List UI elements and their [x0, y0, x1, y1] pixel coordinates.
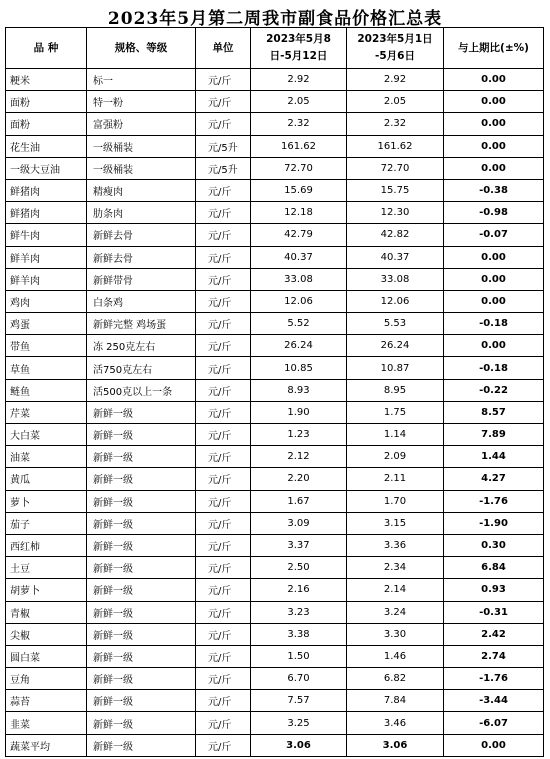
spec-cell: 新鲜一级 — [87, 668, 196, 690]
item-cell: 粳米 — [6, 69, 87, 91]
spec-cell: 新鲜一级 — [87, 623, 196, 645]
current-price-cell: 3.06 — [251, 734, 347, 756]
unit-cell: 元/斤 — [196, 623, 251, 645]
unit-cell: 元/斤 — [196, 601, 251, 623]
unit-cell: 元/斤 — [196, 335, 251, 357]
previous-price-cell: 10.87 — [347, 357, 444, 379]
table-row — [6, 313, 544, 335]
previous-price-cell: 7.84 — [347, 690, 444, 712]
change-cell: 0.00 — [444, 290, 544, 312]
previous-price-cell: 3.46 — [347, 712, 444, 734]
change-cell: -6.07 — [444, 712, 544, 734]
spec-cell: 冻 250克左右 — [87, 335, 196, 357]
change-cell: 0.00 — [444, 91, 544, 113]
change-cell: -1.76 — [444, 668, 544, 690]
spec-cell: 白条鸡 — [87, 290, 196, 312]
spec-cell: 肋条肉 — [87, 202, 196, 224]
unit-cell: 元/5升 — [196, 157, 251, 179]
current-price-cell: 2.50 — [251, 557, 347, 579]
item-cell: 尖椒 — [6, 623, 87, 645]
previous-price-cell: 3.06 — [347, 734, 444, 756]
table-row — [6, 157, 544, 179]
item-cell: 蔬菜平均 — [6, 734, 87, 756]
table-row — [6, 113, 544, 135]
unit-cell: 元/斤 — [196, 645, 251, 667]
spec-cell: 新鲜一级 — [87, 557, 196, 579]
table-row — [6, 601, 544, 623]
spec-cell: 一级桶装 — [87, 135, 196, 157]
change-cell: 0.30 — [444, 534, 544, 556]
current-price-cell: 7.57 — [251, 690, 347, 712]
unit-cell: 元/斤 — [196, 512, 251, 534]
item-cell: 蒜苔 — [6, 690, 87, 712]
item-cell: 草鱼 — [6, 357, 87, 379]
current-price-cell: 1.50 — [251, 645, 347, 667]
item-cell: 圆白菜 — [6, 645, 87, 667]
header-change: 与上期比(±%) — [444, 28, 544, 69]
table-row — [6, 69, 544, 91]
change-cell: 1.44 — [444, 446, 544, 468]
unit-cell: 元/斤 — [196, 224, 251, 246]
table-row — [6, 379, 544, 401]
change-cell: -0.31 — [444, 601, 544, 623]
current-price-cell: 3.23 — [251, 601, 347, 623]
item-cell: 鸡蛋 — [6, 313, 87, 335]
item-cell: 豆角 — [6, 668, 87, 690]
current-price-cell: 6.70 — [251, 668, 347, 690]
previous-price-cell: 1.14 — [347, 424, 444, 446]
previous-price-cell: 3.30 — [347, 623, 444, 645]
table-row — [6, 579, 544, 601]
item-cell: 面粉 — [6, 91, 87, 113]
previous-price-cell: 15.75 — [347, 179, 444, 201]
price-table — [5, 27, 544, 757]
current-price-cell: 3.25 — [251, 712, 347, 734]
unit-cell: 元/斤 — [196, 446, 251, 468]
previous-price-cell: 2.92 — [347, 69, 444, 91]
current-price-cell: 12.06 — [251, 290, 347, 312]
spec-cell: 新鲜一级 — [87, 712, 196, 734]
previous-price-cell: 26.24 — [347, 335, 444, 357]
change-cell: -1.90 — [444, 512, 544, 534]
previous-price-cell: 3.36 — [347, 534, 444, 556]
header-current-line2: 日-5月12日 — [269, 50, 328, 62]
change-cell: -0.18 — [444, 357, 544, 379]
table-row — [6, 623, 544, 645]
table-row — [6, 401, 544, 423]
item-cell: 鲜猪肉 — [6, 179, 87, 201]
previous-price-cell: 42.82 — [347, 224, 444, 246]
table-row — [6, 446, 544, 468]
item-cell: 油菜 — [6, 446, 87, 468]
unit-cell: 元/斤 — [196, 490, 251, 512]
item-cell: 韭菜 — [6, 712, 87, 734]
table-row — [6, 424, 544, 446]
unit-cell: 元/斤 — [196, 268, 251, 290]
spec-cell: 新鲜一级 — [87, 645, 196, 667]
table-row — [6, 712, 544, 734]
previous-price-cell: 2.14 — [347, 579, 444, 601]
table-row — [6, 91, 544, 113]
previous-price-cell: 161.62 — [347, 135, 444, 157]
previous-price-cell: 2.34 — [347, 557, 444, 579]
item-cell: 芹菜 — [6, 401, 87, 423]
table-row — [6, 357, 544, 379]
change-cell: 4.27 — [444, 468, 544, 490]
unit-cell: 元/斤 — [196, 290, 251, 312]
change-cell: 0.00 — [444, 157, 544, 179]
current-price-cell: 42.79 — [251, 224, 347, 246]
item-cell: 花生油 — [6, 135, 87, 157]
header-current-period — [251, 28, 347, 69]
table-row — [6, 557, 544, 579]
unit-cell: 元/斤 — [196, 690, 251, 712]
change-cell: -1.76 — [444, 490, 544, 512]
item-cell: 一级大豆油 — [6, 157, 87, 179]
change-cell: -3.44 — [444, 690, 544, 712]
change-cell: 2.74 — [444, 645, 544, 667]
current-price-cell: 3.37 — [251, 534, 347, 556]
previous-price-cell: 40.37 — [347, 246, 444, 268]
item-cell: 鲢鱼 — [6, 379, 87, 401]
previous-price-cell: 6.82 — [347, 668, 444, 690]
table-body — [6, 69, 544, 757]
change-cell: -0.18 — [444, 313, 544, 335]
unit-cell: 元/斤 — [196, 357, 251, 379]
change-cell: 0.00 — [444, 113, 544, 135]
current-price-cell: 1.90 — [251, 401, 347, 423]
unit-cell: 元/斤 — [196, 246, 251, 268]
item-cell: 鲜猪肉 — [6, 202, 87, 224]
current-price-cell: 2.16 — [251, 579, 347, 601]
previous-price-cell: 8.95 — [347, 379, 444, 401]
current-price-cell: 161.62 — [251, 135, 347, 157]
header-current-line1: 2023年5月8 — [266, 33, 331, 45]
spec-cell: 特一粉 — [87, 91, 196, 113]
previous-price-cell: 2.05 — [347, 91, 444, 113]
table-row — [6, 268, 544, 290]
current-price-cell: 40.37 — [251, 246, 347, 268]
table-row — [6, 645, 544, 667]
spec-cell: 精瘦肉 — [87, 179, 196, 201]
unit-cell: 元/5升 — [196, 135, 251, 157]
previous-price-cell: 1.46 — [347, 645, 444, 667]
change-cell: -0.07 — [444, 224, 544, 246]
unit-cell: 元/斤 — [196, 91, 251, 113]
table-row — [6, 224, 544, 246]
current-price-cell: 10.85 — [251, 357, 347, 379]
table-row — [6, 246, 544, 268]
table-row — [6, 468, 544, 490]
previous-price-cell: 2.32 — [347, 113, 444, 135]
header-previous-line1: 2023年5月1日 — [357, 33, 433, 45]
unit-cell: 元/斤 — [196, 557, 251, 579]
spec-cell: 新鲜一级 — [87, 424, 196, 446]
previous-price-cell: 12.30 — [347, 202, 444, 224]
spec-cell: 新鲜一级 — [87, 468, 196, 490]
change-cell: -0.22 — [444, 379, 544, 401]
change-cell: 0.00 — [444, 734, 544, 756]
spec-cell: 新鲜一级 — [87, 734, 196, 756]
unit-cell: 元/斤 — [196, 534, 251, 556]
table-row — [6, 202, 544, 224]
previous-price-cell: 1.70 — [347, 490, 444, 512]
current-price-cell: 2.32 — [251, 113, 347, 135]
change-cell: 7.89 — [444, 424, 544, 446]
unit-cell: 元/斤 — [196, 579, 251, 601]
item-cell: 鸡肉 — [6, 290, 87, 312]
spec-cell: 新鲜一级 — [87, 401, 196, 423]
table-row — [6, 290, 544, 312]
item-cell: 青椒 — [6, 601, 87, 623]
table-row — [6, 335, 544, 357]
spec-cell: 新鲜完整 鸡场蛋 — [87, 313, 196, 335]
change-cell: -0.38 — [444, 179, 544, 201]
table-row — [6, 668, 544, 690]
table-row — [6, 490, 544, 512]
spec-cell: 新鲜一级 — [87, 579, 196, 601]
item-cell: 大白菜 — [6, 424, 87, 446]
current-price-cell: 2.05 — [251, 91, 347, 113]
header-item: 品 种 — [6, 28, 87, 69]
table-row — [6, 734, 544, 756]
spec-cell: 新鲜一级 — [87, 601, 196, 623]
item-cell: 萝卜 — [6, 490, 87, 512]
table-row — [6, 179, 544, 201]
item-cell: 茄子 — [6, 512, 87, 534]
current-price-cell: 3.09 — [251, 512, 347, 534]
current-price-cell: 33.08 — [251, 268, 347, 290]
spec-cell: 新鲜去骨 — [87, 224, 196, 246]
table-row — [6, 512, 544, 534]
change-cell: 6.84 — [444, 557, 544, 579]
change-cell: -0.98 — [444, 202, 544, 224]
unit-cell: 元/斤 — [196, 424, 251, 446]
change-cell: 0.00 — [444, 335, 544, 357]
previous-price-cell: 2.09 — [347, 446, 444, 468]
header-unit: 单位 — [196, 28, 251, 69]
item-cell: 鲜羊肉 — [6, 246, 87, 268]
spec-cell: 标一 — [87, 69, 196, 91]
previous-price-cell: 3.24 — [347, 601, 444, 623]
spec-cell: 新鲜带骨 — [87, 268, 196, 290]
current-price-cell: 72.70 — [251, 157, 347, 179]
spec-cell: 新鲜去骨 — [87, 246, 196, 268]
spec-cell: 富强粉 — [87, 113, 196, 135]
page-title: 2023年5月第二周我市副食品价格汇总表 — [107, 9, 443, 29]
item-cell: 面粉 — [6, 113, 87, 135]
unit-cell: 元/斤 — [196, 202, 251, 224]
previous-price-cell: 5.53 — [347, 313, 444, 335]
table-row — [6, 534, 544, 556]
current-price-cell: 5.52 — [251, 313, 347, 335]
previous-price-cell: 72.70 — [347, 157, 444, 179]
unit-cell: 元/斤 — [196, 179, 251, 201]
item-cell: 西红柿 — [6, 534, 87, 556]
current-price-cell: 2.92 — [251, 69, 347, 91]
previous-price-cell: 33.08 — [347, 268, 444, 290]
spec-cell: 一级桶装 — [87, 157, 196, 179]
spec-cell: 活750克左右 — [87, 357, 196, 379]
current-price-cell: 3.38 — [251, 623, 347, 645]
unit-cell: 元/斤 — [196, 668, 251, 690]
change-cell: 2.42 — [444, 623, 544, 645]
header-previous-line2: -5月6日 — [375, 50, 415, 62]
header-spec: 规格、等级 — [87, 28, 196, 69]
current-price-cell: 2.12 — [251, 446, 347, 468]
unit-cell: 元/斤 — [196, 712, 251, 734]
unit-cell: 元/斤 — [196, 379, 251, 401]
item-cell: 带鱼 — [6, 335, 87, 357]
previous-price-cell: 1.75 — [347, 401, 444, 423]
spec-cell: 新鲜一级 — [87, 690, 196, 712]
unit-cell: 元/斤 — [196, 313, 251, 335]
change-cell: 0.00 — [444, 69, 544, 91]
table-row — [6, 690, 544, 712]
current-price-cell: 15.69 — [251, 179, 347, 201]
spec-cell: 新鲜一级 — [87, 512, 196, 534]
table-header-row — [6, 28, 544, 69]
current-price-cell: 12.18 — [251, 202, 347, 224]
unit-cell: 元/斤 — [196, 401, 251, 423]
change-cell: 0.00 — [444, 135, 544, 157]
table-row — [6, 135, 544, 157]
change-cell: 8.57 — [444, 401, 544, 423]
spec-cell: 新鲜一级 — [87, 490, 196, 512]
item-cell: 鲜羊肉 — [6, 268, 87, 290]
previous-price-cell: 12.06 — [347, 290, 444, 312]
spec-cell: 新鲜一级 — [87, 534, 196, 556]
previous-price-cell: 3.15 — [347, 512, 444, 534]
change-cell: 0.00 — [444, 246, 544, 268]
spec-cell: 新鲜一级 — [87, 446, 196, 468]
current-price-cell: 26.24 — [251, 335, 347, 357]
change-cell: 0.93 — [444, 579, 544, 601]
unit-cell: 元/斤 — [196, 69, 251, 91]
header-previous-period — [347, 28, 444, 69]
item-cell: 土豆 — [6, 557, 87, 579]
item-cell: 鲜牛肉 — [6, 224, 87, 246]
previous-price-cell: 2.11 — [347, 468, 444, 490]
current-price-cell: 2.20 — [251, 468, 347, 490]
unit-cell: 元/斤 — [196, 468, 251, 490]
unit-cell: 元/斤 — [196, 113, 251, 135]
current-price-cell: 8.93 — [251, 379, 347, 401]
spec-cell: 活500克以上一条 — [87, 379, 196, 401]
unit-cell: 元/斤 — [196, 734, 251, 756]
current-price-cell: 1.23 — [251, 424, 347, 446]
current-price-cell: 1.67 — [251, 490, 347, 512]
item-cell: 胡萝卜 — [6, 579, 87, 601]
item-cell: 黄瓜 — [6, 468, 87, 490]
change-cell: 0.00 — [444, 268, 544, 290]
